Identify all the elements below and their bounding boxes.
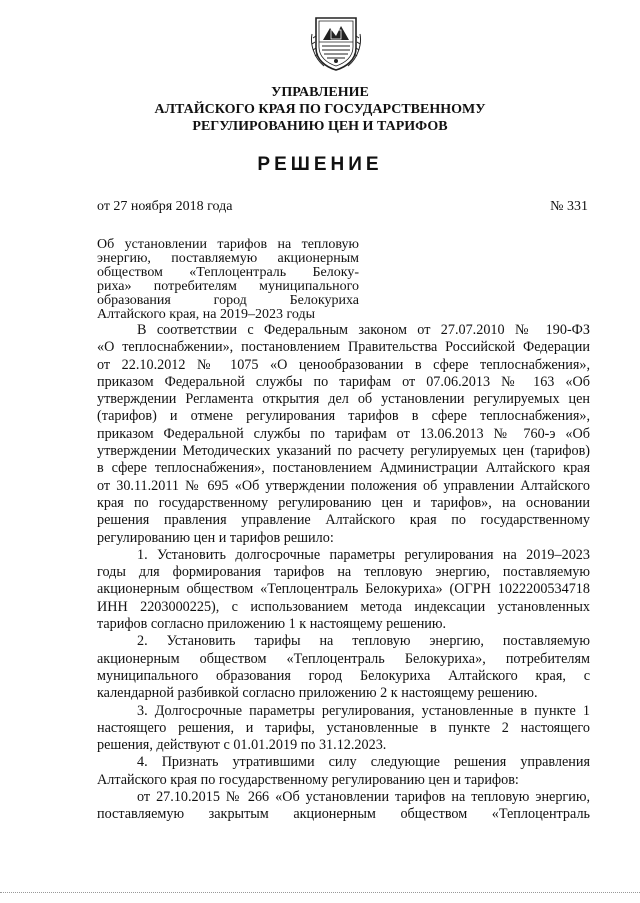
- subject-line: Об установлении тарифов на тепловую: [97, 237, 359, 252]
- subject-line: риха» потребителям муниципального: [97, 279, 359, 294]
- subject-line: образования город Белокуриха: [97, 293, 359, 308]
- body-line: календарной разбивкой согласно приложению 2 к настоящему решению.: [97, 685, 538, 702]
- body-line: В соответствии с Федеральным законом от 27.07.2010 № 190-ФЗ: [137, 322, 590, 338]
- body-line: регулированию цен и тарифов решило:: [97, 529, 334, 546]
- body-line: поставляемую закрытым акционерным обществом «Теплоцентраль: [97, 806, 590, 823]
- document-number: № 331: [550, 199, 588, 214]
- body-line: 3. Долгосрочные параметры регулирования, установленные в пункте 1: [137, 702, 590, 719]
- page-bottom-divider: [0, 892, 640, 893]
- subject-line: энергию, поставляемую акционерным: [97, 251, 359, 266]
- body-line: решения правления управление Алтайского края по государственному: [97, 512, 590, 529]
- org-line-1: УПРАВЛЕНИЕ: [271, 85, 369, 100]
- body-line: «О теплоснабжении», постановлением Правительства Российской Федерации: [97, 339, 590, 356]
- body-line: приказом Федеральной службы по тарифам от 07.06.2013 № 163 «Об: [97, 373, 590, 390]
- body-line: решения, действуют с 01.01.2019 по 31.12.2023.: [97, 737, 387, 754]
- body-line: от 27.10.2015 № 266 «Об установлении тарифов на тепловую энергию,: [137, 789, 590, 806]
- body-line: акционерным обществом «Теплоцентраль Белокуриха», потребителям: [97, 650, 590, 667]
- body-line: акционерным обществом «Теплоцентраль Белокуриха» (ОГРН 1022200534718: [97, 581, 590, 598]
- document-title: РЕШЕНИЕ: [257, 154, 383, 175]
- body-line: годы для формирования тарифов на тепловую энергию, поставляемую: [97, 564, 590, 581]
- document-date: от 27 ноября 2018 года: [97, 199, 233, 214]
- body-line: (тарифов) и отмене регулирования тарифов в сфере теплоснабжения»,: [97, 408, 590, 425]
- org-line-2: АЛТАЙСКОГО КРАЯ ПО ГОСУДАРСТВЕННОМУ: [154, 102, 486, 117]
- document-subject: [97, 238, 359, 322]
- body-line: настоящего решения, и тарифы, установленные в пункте 2 настоящего: [97, 719, 590, 736]
- body-line: Алтайского края по государственному регулированию цен и тарифов:: [97, 771, 519, 788]
- body-line: от 22.10.2012 № 1075 «О ценообразовании в сфере теплоснабжения»,: [97, 356, 590, 373]
- body-line: в сфере теплоснабжения», постановлением Администрации Алтайского края: [97, 460, 590, 477]
- body-line: утверждении Методических указаний по расчету регулируемых цен (тарифов): [97, 443, 590, 460]
- subject-line: обществом «Теплоцентраль Белоку-: [97, 265, 359, 280]
- body-line: тарифов согласно приложению 1 к настоящему решению.: [97, 616, 447, 633]
- body-line: муниципального образования город Белокуриха Алтайского края, с: [97, 667, 590, 684]
- organization-name: [60, 84, 580, 135]
- body-line: 1. Установить долгосрочные параметры регулирования на 2019–2023: [137, 546, 590, 563]
- body-line: ИНН 2203000225), с использованием метода индексации установленных: [97, 598, 590, 615]
- body-line: 2. Установить тарифы на тепловую энергию, поставляемую: [137, 633, 590, 650]
- body-line: 4. Признать утратившими силу следующие решения управления: [137, 754, 590, 771]
- body-line: приказом Федеральной службы по тарифам от 13.06.2013 № 760-э «Об: [97, 425, 590, 442]
- body-line: от 30.11.2011 № 695 «Об утверждении положения об управлении Алтайского: [97, 477, 590, 494]
- document-body: [97, 322, 590, 824]
- body-line: утверждении Регламента открытия дел об установлении регулируемых цен: [97, 391, 590, 408]
- org-line-3: РЕГУЛИРОВАНИЮ ЦЕН И ТАРИФОВ: [192, 119, 448, 134]
- coat-of-arms-icon: [310, 14, 362, 72]
- subject-line: Алтайского края, на 2019–2023 годы: [97, 307, 315, 322]
- body-line: края по государственному регулированию цен и тарифов», на основании: [97, 494, 590, 511]
